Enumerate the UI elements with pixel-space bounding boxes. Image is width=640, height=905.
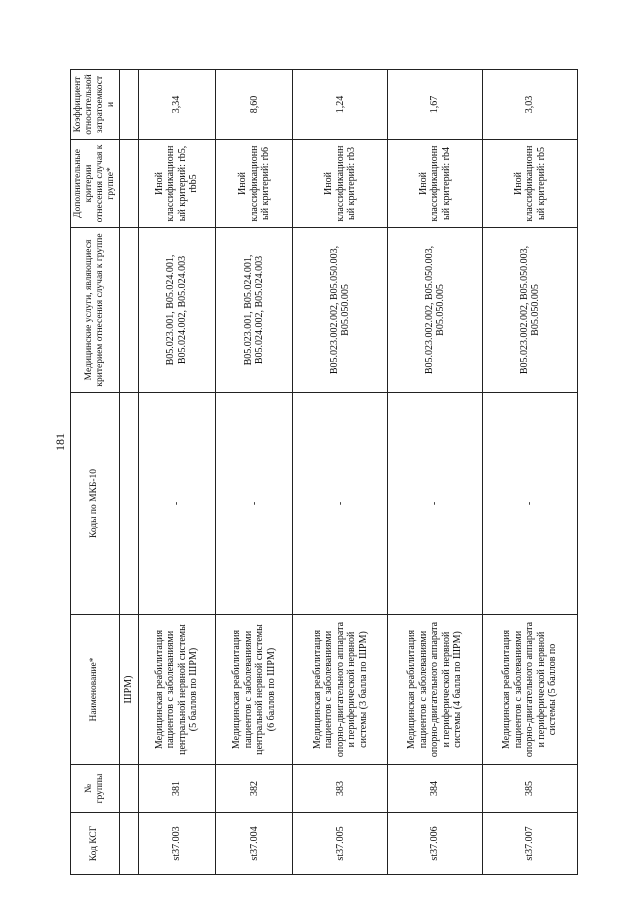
header-coef: Коэффициент относительной затратоемкости — [71, 70, 120, 140]
cell-name: Медицинская реабилитация пациентов с заболеваниями опорно-двигательного аппарата и периферической нервной системы (3 балла по ШРМ) — [293, 615, 388, 765]
cell-code: st37.004 — [216, 813, 293, 875]
cell-code: st37.007 — [483, 813, 578, 875]
cell-services: B05.023.001, B05.024.001, B05.024.002, B05.024.003 — [216, 228, 293, 393]
cell-icd: - — [216, 393, 293, 615]
cell-coef: 3,03 — [483, 70, 578, 140]
header-group: № группы — [71, 765, 120, 813]
cell-criteria: Иной классификационный критерий: rb5, rbb5 — [138, 140, 215, 228]
cell-code: st37.003 — [138, 813, 215, 875]
cell-group: 384 — [388, 765, 483, 813]
cell-name: Медицинская реабилитация пациентов с заболеваниями опорно-двигательного аппарата и периферической нервной системы (4 балла по ШРМ) — [388, 615, 483, 765]
cell-criteria: Иной классификационный критерий: rb4 — [388, 140, 483, 228]
cell-coef: 8,60 — [216, 70, 293, 140]
cell-services: B05.023.001, B05.024.001, B05.024.002, B05.024.003 — [138, 228, 215, 393]
cell-coef: 3,34 — [138, 70, 215, 140]
cell-services: B05.023.002.002, B05.050.003, B05.050.005 — [293, 228, 388, 393]
table-row — [388, 70, 483, 875]
header-name: Наименование* — [71, 615, 120, 765]
cell-icd: - — [388, 393, 483, 615]
cell-icd: - — [293, 393, 388, 615]
table-row — [138, 70, 215, 875]
cell-name: Медицинская реабилитация пациентов с заболеваниями опорно-двигательного аппарата и периферической нервной системы (5 баллов по — [483, 615, 578, 765]
cell-services: B05.023.002.002, B05.050.003, B05.050.005 — [483, 228, 578, 393]
cell-criteria: Иной классификационный критерий: rb3 — [293, 140, 388, 228]
header-icd: Коды по МКБ-10 — [71, 393, 120, 615]
header-code: Код КСГ — [71, 813, 120, 875]
header-criteria: Дополнительные критерии отнесения случая к группе* — [71, 140, 120, 228]
cell-criteria: Иной классификационный критерий: rb5 — [483, 140, 578, 228]
cell-group: 381 — [138, 765, 215, 813]
cell-icd: - — [138, 393, 215, 615]
cell-group: 383 — [293, 765, 388, 813]
cell-group: 382 — [216, 765, 293, 813]
table-row-continuation — [119, 70, 138, 875]
header-services: Медицинские услуги, являющиеся критерием отнесения случая к группе — [71, 228, 120, 393]
ksg-table — [70, 69, 578, 875]
cell-coef: 1,24 — [293, 70, 388, 140]
table-row — [483, 70, 578, 875]
continuation-name: ШРМ) — [119, 615, 138, 765]
cell-name: Медицинская реабилитация пациентов с заболеваниями центральной нервной системы (6 баллов по ШРМ) — [216, 615, 293, 765]
table-header-row — [71, 70, 120, 875]
cell-group: 385 — [483, 765, 578, 813]
page-number: 181 — [53, 433, 67, 451]
table-row — [216, 70, 293, 875]
cell-coef: 1,67 — [388, 70, 483, 140]
table-row — [293, 70, 388, 875]
cell-code: st37.006 — [388, 813, 483, 875]
rotated-table-container — [70, 70, 578, 875]
cell-services: B05.023.002.002, B05.050.003, B05.050.005 — [388, 228, 483, 393]
cell-criteria: Иной классификационный критерий: rb6 — [216, 140, 293, 228]
cell-icd: - — [483, 393, 578, 615]
cell-name: Медицинская реабилитация пациентов с заболеваниями центральной нервной системы (5 баллов по ШРМ) — [138, 615, 215, 765]
cell-code: st37.005 — [293, 813, 388, 875]
